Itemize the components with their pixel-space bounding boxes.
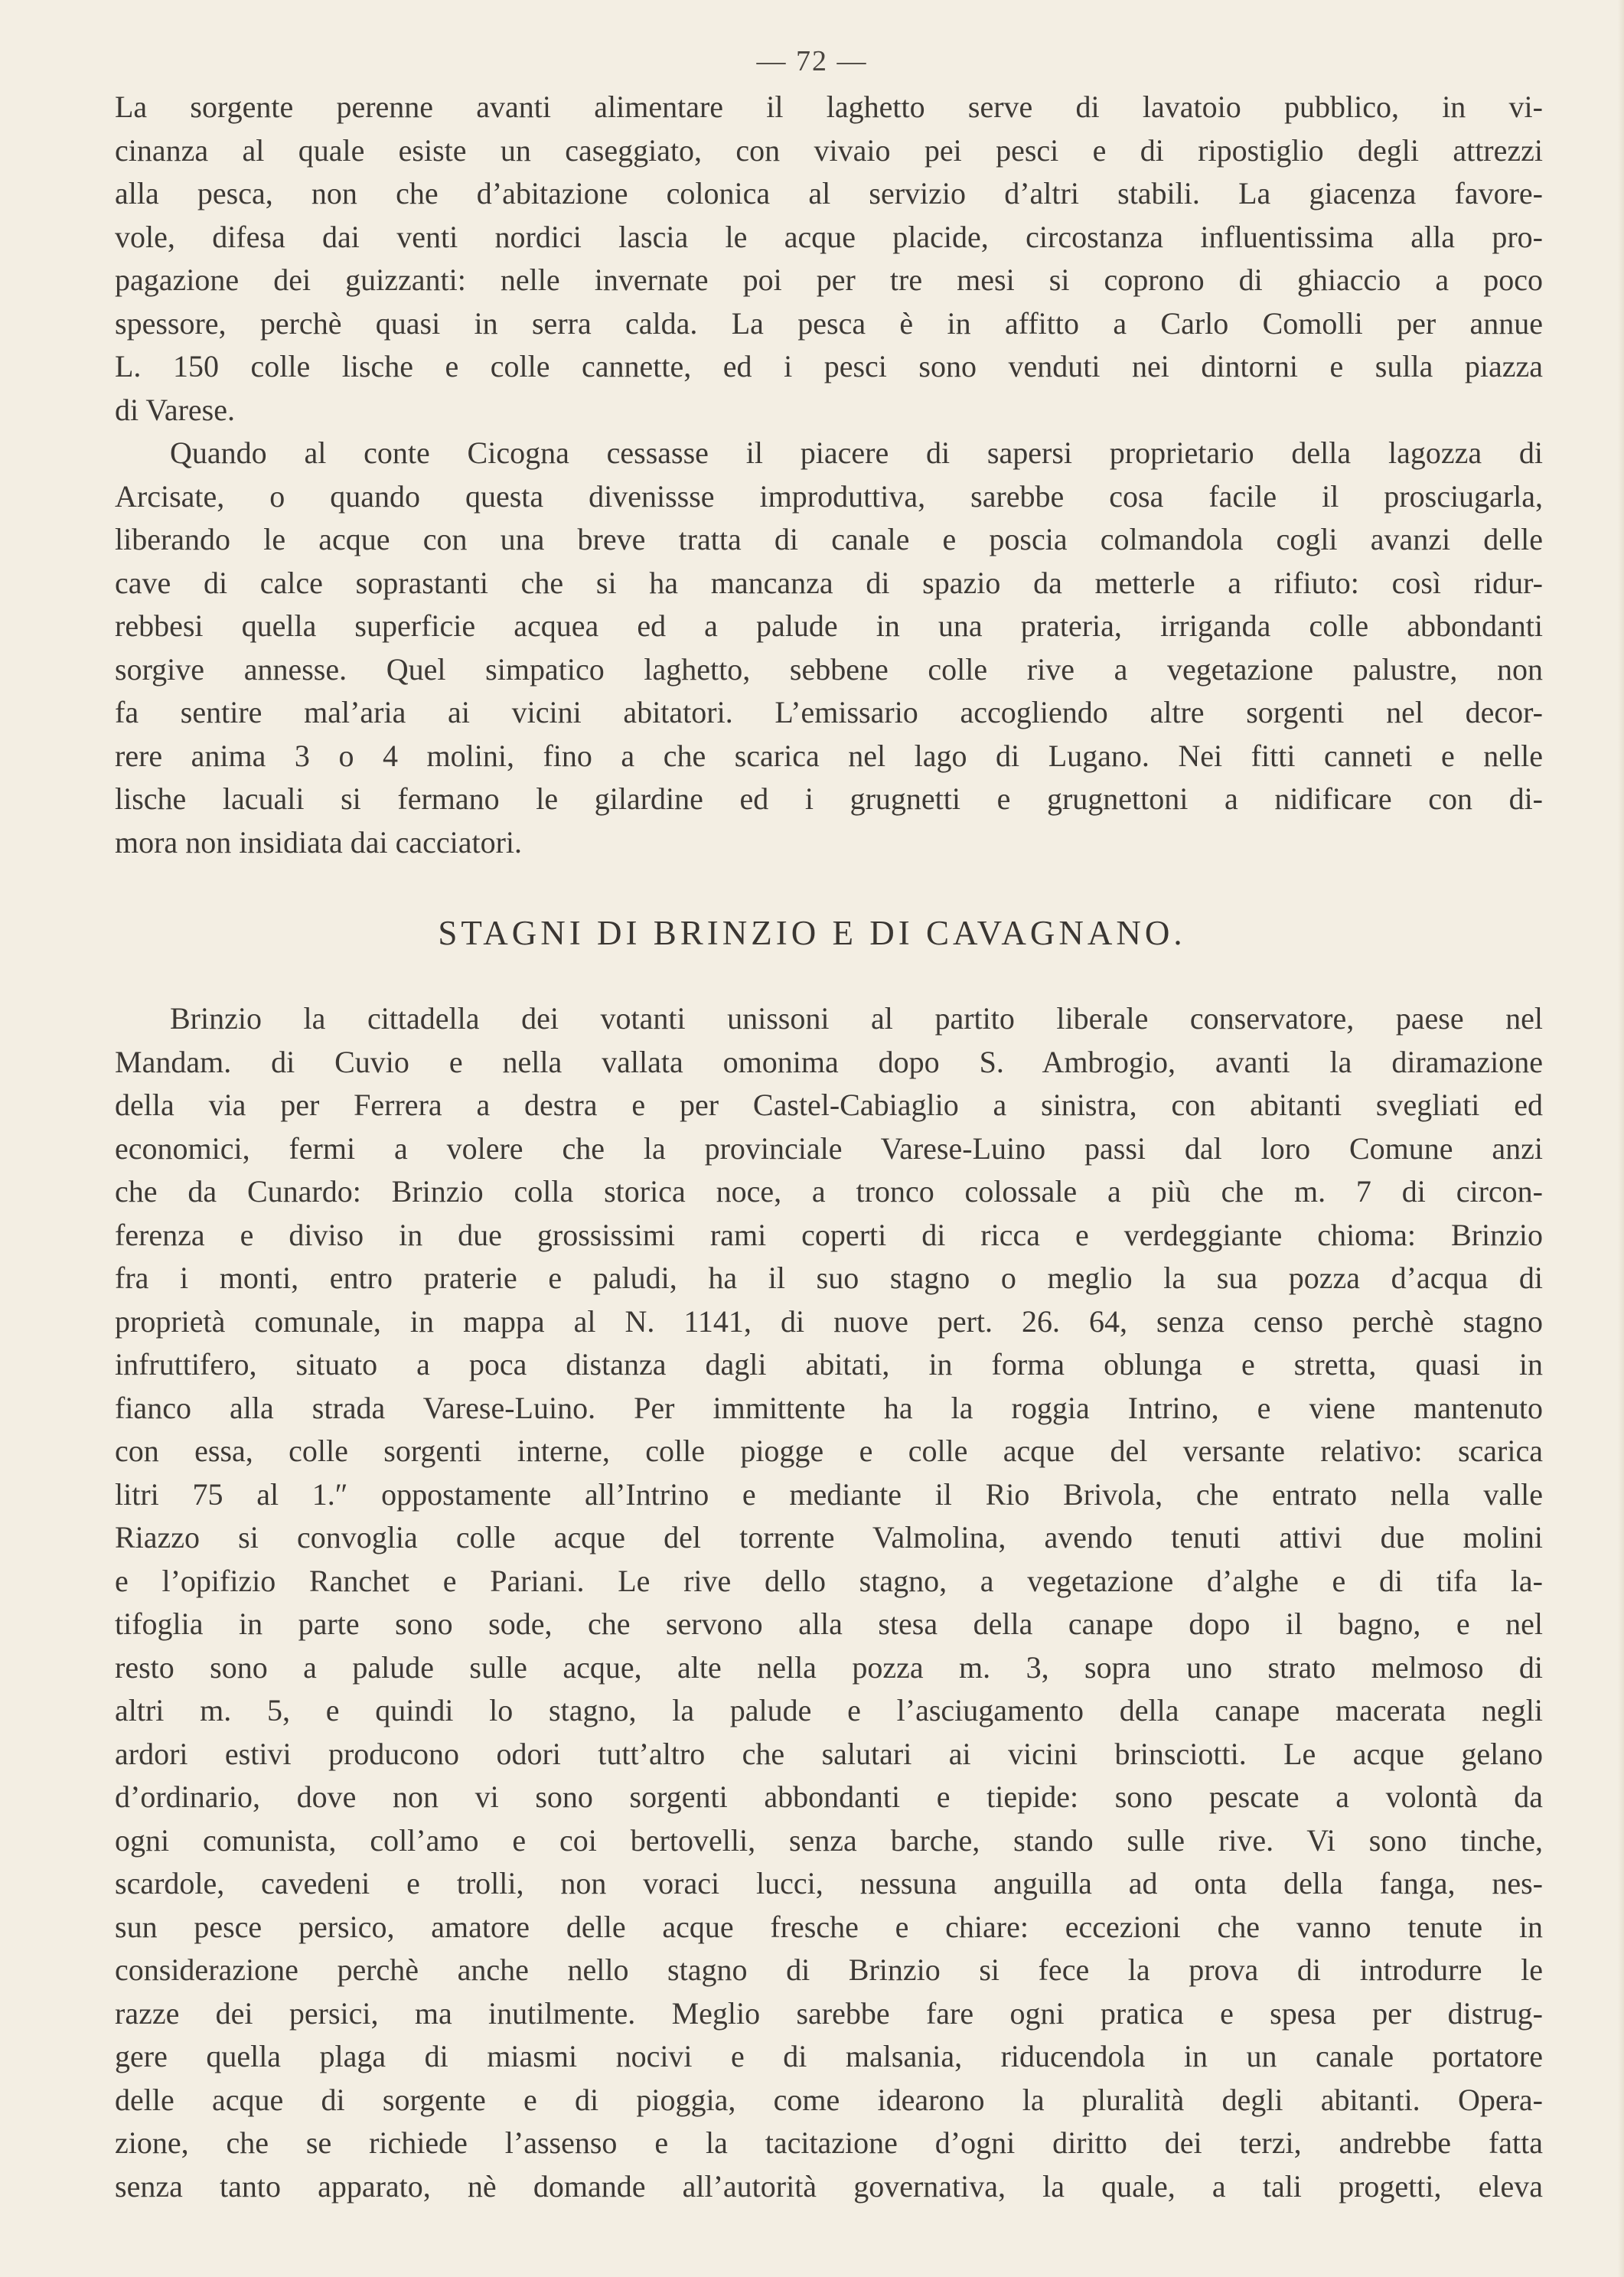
text-line: rere anima 3 o 4 molini, fino a che scarica nel lago di Lugano. Nei fitti canneti e nelle	[115, 738, 1543, 773]
paragraph	[115, 86, 1543, 432]
text-line: e l’opifizio Ranchet e Pariani. Le rive dello stagno, a vegetazione d’alghe e di tifa la-	[115, 1563, 1543, 1598]
text-line: senza tanto apparato, nè domande all’autorità governativa, la quale, a tali progetti, eleva	[115, 2168, 1543, 2204]
paragraph	[115, 997, 1543, 2208]
text-line: proprietà comunale, in mappa al N. 1141, di nuove pert. 26. 64, senza censo perchè stagno	[115, 1303, 1543, 1339]
text-line: delle acque di sorgente e di pioggia, come idearono la pluralità degli abitanti. Opera-	[115, 2082, 1543, 2117]
text-line: gere quella plaga di miasmi nocivi e di malsania, riducendola in un canale portatore	[115, 2039, 1543, 2073]
text-line: sorgive annesse. Quel simpatico laghetto, sebbene colle rive a vegetazione palustre, non	[115, 651, 1543, 687]
text-line: cave di calce soprastanti che si ha mancanza di spazio da metterle a rifiuto: così ridur-	[115, 565, 1543, 600]
bottom-text-block	[115, 997, 1543, 2208]
text-line: di Varese.	[115, 392, 235, 427]
text-line: resto sono a palude sulle acque, alte nella pozza m. 3, sopra uno strato melmoso di	[115, 1649, 1543, 1685]
text-line: razze dei persici, ma inutilmente. Meglio sarebbe fare ogni pratica e spesa per distrug-	[115, 1995, 1543, 2031]
text-line: alla pesca, non che d’abitazione colonica al servizio d’altri stabili. La giacenza favore-	[115, 176, 1543, 210]
text-line: rebbesi quella superficie acquea ed a palude in una prateria, irriganda colle abbondanti	[115, 608, 1543, 643]
text-line: Quando al conte Cicogna cessasse il piacere di sapersi proprietario della lagozza di	[170, 436, 1543, 470]
text-line: che da Cunardo: Brinzio colla storica noce, a tronco colossale a più che m. 7 di circon-	[115, 1174, 1543, 1209]
text-line: Riazzo si convoglia colle acque del torrente Valmolina, avendo tenuti attivi due molini	[115, 1520, 1543, 1554]
paragraph	[115, 432, 1543, 864]
text-line: scardole, cavedeni e trolli, non voraci lucci, nessuna anguilla ad onta della fanga, nes-	[115, 1866, 1543, 1900]
text-line: cinanza al quale esiste un caseggiato, con vivaio pei pesci e di ripostiglio degli attrezzi	[115, 132, 1543, 168]
text-line: ogni comunista, coll’amo e coi bertovelli, senza barche, stando sulle rive. Vi sono tinche,	[115, 1822, 1543, 1858]
text-line: mora non insidiata dai cacciatori.	[115, 824, 523, 860]
text-line: La sorgente perenne avanti alimentare il laghetto serve di lavatoio pubblico, in vi-	[115, 90, 1543, 124]
text-line: altri m. 5, e quindi lo stagno, la palude e l’asciugamento della canape macerata negli	[115, 1693, 1543, 1727]
text-line: ardori estivi producono odori tutt’altro che salutari ai vicini brinsciotti. Le acque gelano	[115, 1736, 1543, 1771]
text-line: Brinzio la cittadella dei votanti unissoni al partito liberale conservatore, paese nel	[170, 1001, 1543, 1036]
text-line: zione, che se richiede l’assenso e la tacitazione d’ogni diritto dei terzi, andrebbe fatta	[115, 2125, 1543, 2160]
top-text-block	[115, 86, 1543, 864]
text-line: considerazione perchè anche nello stagno di Brinzio si fece la prova di introdurre le	[115, 1952, 1543, 1987]
text-line: della via per Ferrera a destra e per Castel-Cabiaglio a sinistra, con abitanti svegliati ed	[115, 1088, 1543, 1122]
text-line: ferenza e diviso in due grossissimi rami coperti di ricca e verdeggiante chioma: Brinzio	[115, 1217, 1543, 1252]
text-line: spessore, perchè quasi in serra calda. La pesca è in affitto a Carlo Comolli per annue	[115, 305, 1543, 341]
text-line: con essa, colle sorgenti interne, colle piogge e colle acque del versante relativo: scarica	[115, 1434, 1543, 1468]
text-line: d’ordinario, dove non vi sono sorgenti abbondanti e tiepide: sono pescate a volontà da	[115, 1780, 1543, 1814]
text-line: pagazione dei guizzanti: nelle invernate poi per tre mesi si coprono di ghiaccio a poco	[115, 263, 1543, 297]
page-number: — 72 —	[756, 45, 868, 77]
text-line: liberando le acque con una breve tratta di canale e poscia colmandola cogli avanzi delle	[115, 522, 1543, 556]
text-line: sun pesce persico, amatore delle acque fresche e chiare: eccezioni che vanno tenute in	[115, 1909, 1543, 1944]
text-line: fianco alla strada Varese-Luino. Per immittente ha la roggia Intrino, e viene mantenuto	[115, 1390, 1543, 1425]
text-line: L. 150 colle lische e colle cannette, ed i pesci sono venduti nei dintorni e sulla piazza	[115, 349, 1543, 383]
text-line: Arcisate, o quando questa divenissse improduttiva, sarebbe cosa facile il prosciugarla,	[115, 478, 1543, 514]
text-line: litri 75 al 1.″ oppostamente all’Intrino e mediante il Rio Brivola, che entrato nella valle	[115, 1476, 1543, 1512]
text-line: fra i monti, entro praterie e paludi, ha il suo stagno o meglio la sua pozza d’acqua di	[115, 1261, 1543, 1295]
page-edge-shadow	[1618, 0, 1624, 2277]
text-line: infruttifero, situato a poca distanza dagli abitati, in forma oblunga e stretta, quasi in	[115, 1347, 1543, 1382]
section-heading: STAGNI DI BRINZIO E DI CAVAGNANO.	[438, 914, 1186, 952]
text-line: vole, difesa dai venti nordici lascia le acque placide, circostanza influentissima alla pro-	[115, 219, 1543, 254]
text-line: Mandam. di Cuvio e nella vallata omonima dopo S. Ambrogio, avanti la diramazione	[115, 1044, 1543, 1079]
text-line: economici, fermi a volere che la provinciale Varese-Luino passi dal loro Comune anzi	[115, 1130, 1543, 1166]
text-line: fa sentire mal’aria ai vicini abitatori. L’emissario accogliendo altre sorgenti nel decor-	[115, 695, 1543, 729]
text-line: lische lacuali si fermano le gilardine ed i grugnetti e grugnettoni a nidificare con di-	[115, 781, 1543, 816]
text-line: tifoglia in parte sono sode, che servono alla stesa della canape dopo il bagno, e nel	[115, 1607, 1543, 1641]
